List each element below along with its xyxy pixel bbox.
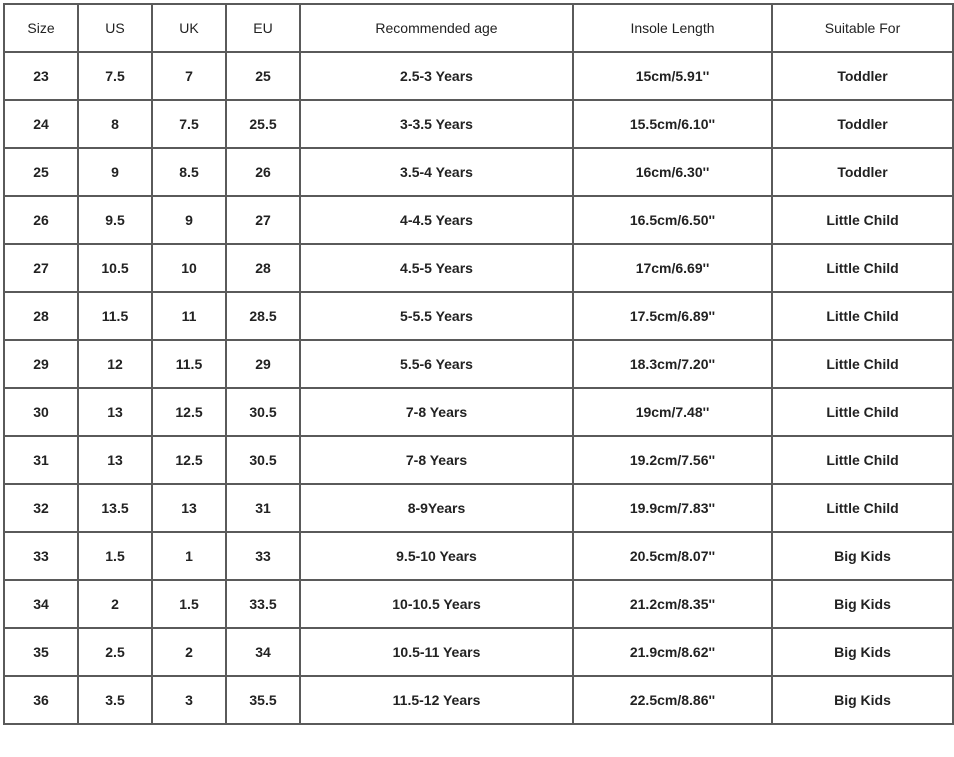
cell-insole-length: 18.3cm/7.20'' <box>573 340 772 388</box>
table-header <box>4 4 953 52</box>
cell-insole-length: 16cm/6.30'' <box>573 148 772 196</box>
cell-insole-length: 20.5cm/8.07'' <box>573 532 772 580</box>
cell-suitable-for: Little Child <box>772 292 953 340</box>
cell-eu: 27 <box>226 196 300 244</box>
cell-recommended-age: 5.5-6 Years <box>300 340 573 388</box>
cell-uk: 10 <box>152 244 226 292</box>
cell-uk: 7 <box>152 52 226 100</box>
cell-insole-length: 17cm/6.69'' <box>573 244 772 292</box>
cell-us: 12 <box>78 340 152 388</box>
cell-suitable-for: Big Kids <box>772 532 953 580</box>
cell-size: 29 <box>4 340 78 388</box>
table-row <box>4 484 953 532</box>
cell-size: 35 <box>4 628 78 676</box>
cell-eu: 33.5 <box>226 580 300 628</box>
cell-insole-length: 21.2cm/8.35'' <box>573 580 772 628</box>
cell-uk: 11 <box>152 292 226 340</box>
cell-insole-length: 21.9cm/8.62'' <box>573 628 772 676</box>
cell-suitable-for: Big Kids <box>772 676 953 724</box>
cell-eu: 28 <box>226 244 300 292</box>
cell-us: 11.5 <box>78 292 152 340</box>
cell-us: 13.5 <box>78 484 152 532</box>
cell-suitable-for: Big Kids <box>772 628 953 676</box>
cell-uk: 12.5 <box>152 436 226 484</box>
cell-size: 36 <box>4 676 78 724</box>
cell-insole-length: 16.5cm/6.50'' <box>573 196 772 244</box>
cell-recommended-age: 4.5-5 Years <box>300 244 573 292</box>
cell-us: 2.5 <box>78 628 152 676</box>
cell-recommended-age: 10-10.5 Years <box>300 580 573 628</box>
cell-eu: 35.5 <box>226 676 300 724</box>
cell-uk: 3 <box>152 676 226 724</box>
cell-eu: 31 <box>226 484 300 532</box>
cell-size: 34 <box>4 580 78 628</box>
table-row <box>4 628 953 676</box>
cell-uk: 8.5 <box>152 148 226 196</box>
cell-suitable-for: Toddler <box>772 52 953 100</box>
cell-insole-length: 15cm/5.91'' <box>573 52 772 100</box>
table-body <box>4 52 953 724</box>
table-row <box>4 196 953 244</box>
cell-recommended-age: 3-3.5 Years <box>300 100 573 148</box>
cell-recommended-age: 10.5-11 Years <box>300 628 573 676</box>
cell-uk: 12.5 <box>152 388 226 436</box>
cell-eu: 30.5 <box>226 388 300 436</box>
cell-us: 9.5 <box>78 196 152 244</box>
cell-recommended-age: 5-5.5 Years <box>300 292 573 340</box>
cell-eu: 34 <box>226 628 300 676</box>
cell-insole-length: 15.5cm/6.10'' <box>573 100 772 148</box>
cell-eu: 33 <box>226 532 300 580</box>
cell-eu: 28.5 <box>226 292 300 340</box>
table-row <box>4 340 953 388</box>
cell-suitable-for: Little Child <box>772 484 953 532</box>
header-uk: UK <box>152 4 226 52</box>
cell-us: 8 <box>78 100 152 148</box>
cell-suitable-for: Toddler <box>772 148 953 196</box>
cell-eu: 25.5 <box>226 100 300 148</box>
header-eu: EU <box>226 4 300 52</box>
header-size: Size <box>4 4 78 52</box>
cell-suitable-for: Big Kids <box>772 580 953 628</box>
cell-suitable-for: Little Child <box>772 340 953 388</box>
cell-uk: 2 <box>152 628 226 676</box>
table-row <box>4 52 953 100</box>
table-row <box>4 100 953 148</box>
cell-suitable-for: Little Child <box>772 388 953 436</box>
cell-us: 10.5 <box>78 244 152 292</box>
cell-recommended-age: 3.5-4 Years <box>300 148 573 196</box>
cell-us: 13 <box>78 388 152 436</box>
cell-size: 32 <box>4 484 78 532</box>
cell-recommended-age: 4-4.5 Years <box>300 196 573 244</box>
cell-eu: 29 <box>226 340 300 388</box>
cell-insole-length: 19cm/7.48'' <box>573 388 772 436</box>
cell-insole-length: 19.9cm/7.83'' <box>573 484 772 532</box>
cell-insole-length: 22.5cm/8.86'' <box>573 676 772 724</box>
cell-us: 3.5 <box>78 676 152 724</box>
cell-size: 28 <box>4 292 78 340</box>
table-row <box>4 244 953 292</box>
cell-eu: 30.5 <box>226 436 300 484</box>
cell-uk: 1 <box>152 532 226 580</box>
cell-insole-length: 19.2cm/7.56'' <box>573 436 772 484</box>
cell-size: 30 <box>4 388 78 436</box>
cell-size: 31 <box>4 436 78 484</box>
cell-recommended-age: 9.5-10 Years <box>300 532 573 580</box>
cell-recommended-age: 8-9Years <box>300 484 573 532</box>
cell-us: 9 <box>78 148 152 196</box>
table-row <box>4 148 953 196</box>
table-row <box>4 532 953 580</box>
cell-suitable-for: Little Child <box>772 196 953 244</box>
table-row <box>4 436 953 484</box>
cell-size: 23 <box>4 52 78 100</box>
cell-uk: 11.5 <box>152 340 226 388</box>
cell-uk: 7.5 <box>152 100 226 148</box>
cell-suitable-for: Little Child <box>772 244 953 292</box>
cell-us: 7.5 <box>78 52 152 100</box>
size-chart-table <box>3 3 954 725</box>
cell-size: 24 <box>4 100 78 148</box>
cell-recommended-age: 11.5-12 Years <box>300 676 573 724</box>
cell-uk: 9 <box>152 196 226 244</box>
cell-suitable-for: Toddler <box>772 100 953 148</box>
cell-us: 1.5 <box>78 532 152 580</box>
cell-recommended-age: 2.5-3 Years <box>300 52 573 100</box>
cell-us: 2 <box>78 580 152 628</box>
cell-eu: 26 <box>226 148 300 196</box>
header-recommended-age: Recommended age <box>300 4 573 52</box>
cell-us: 13 <box>78 436 152 484</box>
cell-recommended-age: 7-8 Years <box>300 388 573 436</box>
table-row <box>4 388 953 436</box>
cell-uk: 1.5 <box>152 580 226 628</box>
cell-eu: 25 <box>226 52 300 100</box>
header-suitable-for: Suitable For <box>772 4 953 52</box>
cell-size: 25 <box>4 148 78 196</box>
cell-insole-length: 17.5cm/6.89'' <box>573 292 772 340</box>
cell-recommended-age: 7-8 Years <box>300 436 573 484</box>
table-row <box>4 580 953 628</box>
cell-suitable-for: Little Child <box>772 436 953 484</box>
cell-size: 33 <box>4 532 78 580</box>
header-row <box>4 4 953 52</box>
header-insole-length: Insole Length <box>573 4 772 52</box>
cell-size: 27 <box>4 244 78 292</box>
header-us: US <box>78 4 152 52</box>
cell-uk: 13 <box>152 484 226 532</box>
table-row <box>4 292 953 340</box>
table-row <box>4 676 953 724</box>
cell-size: 26 <box>4 196 78 244</box>
